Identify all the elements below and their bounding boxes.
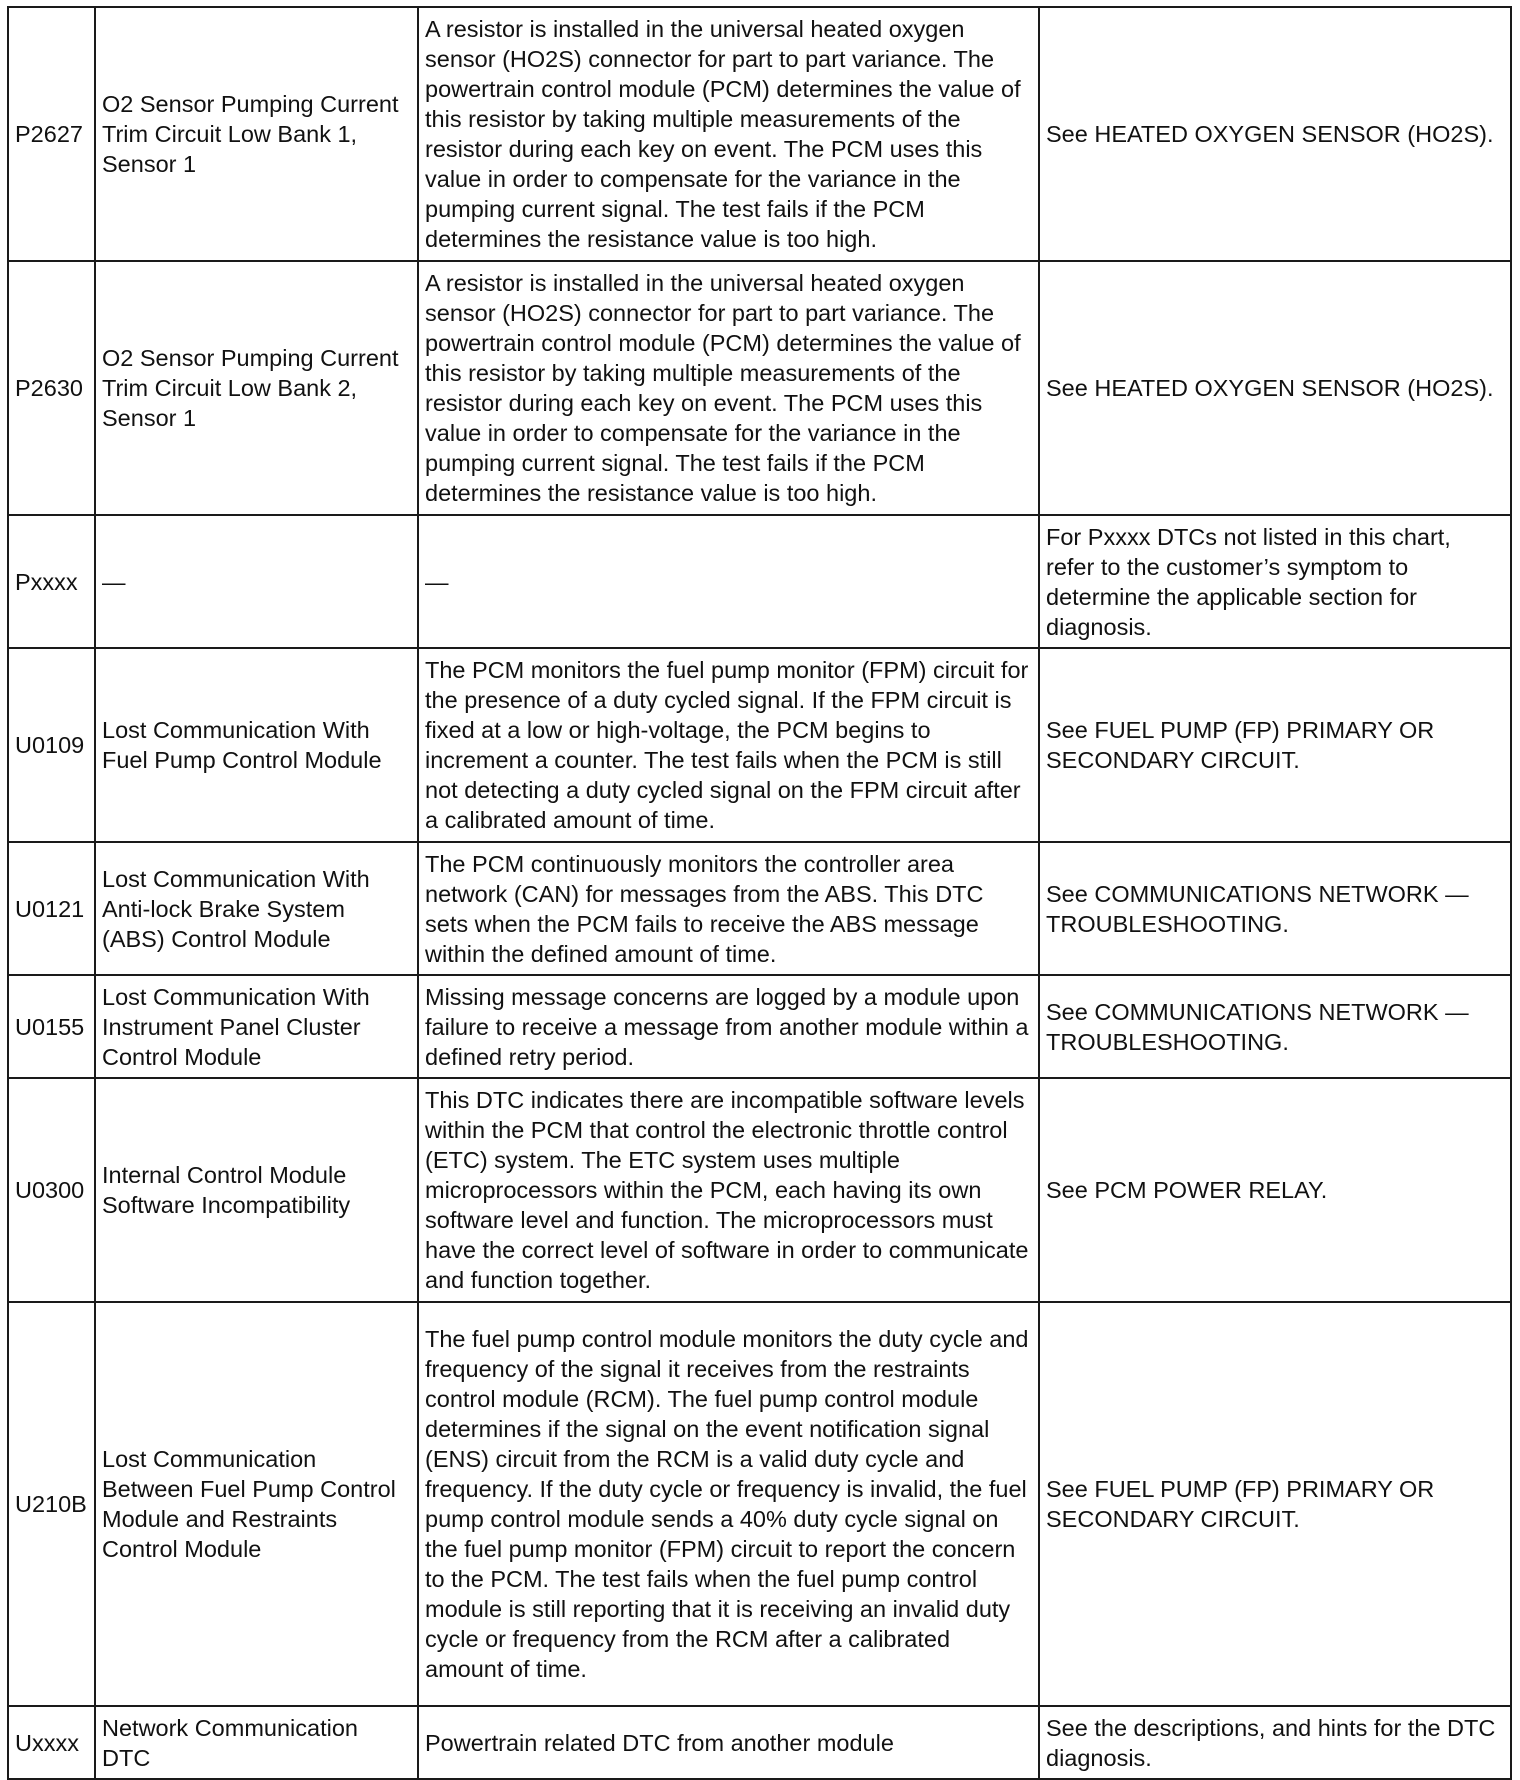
dtc-code-cell: P2627 — [8, 7, 95, 261]
dtc-action-cell: See FUEL PUMP (FP) PRIMARY OR SECONDARY CIRCUIT. — [1039, 1302, 1511, 1706]
dtc-action-cell: See HEATED OXYGEN SENSOR (HO2S). — [1039, 261, 1511, 515]
dtc-description-cell: A resistor is installed in the universal heated oxygen sensor (HO2S) connector for part to part variance. The powertrain control module (PCM) determines the value of this resistor by taking multiple measurements of the resistor during each key on event. The PCM uses this value in order to compensate for the variance in the pumping current signal. The test fails if the PCM determines the resistance value is too high. — [418, 7, 1039, 261]
table-row — [8, 7, 1511, 261]
dtc-description-cell: This DTC indicates there are incompatible software levels within the PCM that control the electronic throttle control (ETC) system. The ETC system uses multiple microprocessors within the PCM, each having its own software level and function. The microprocessors must have the correct level of software in order to communicate and function together. — [418, 1078, 1039, 1302]
dtc-code-cell: U0121 — [8, 842, 95, 975]
dtc-action-cell: See HEATED OXYGEN SENSOR (HO2S). — [1039, 7, 1511, 261]
table-row — [8, 1078, 1511, 1302]
dtc-action-cell: For Pxxxx DTCs not listed in this chart, refer to the customer’s symptom to determine the applicable section for diagnosis. — [1039, 515, 1511, 648]
dtc-name-cell: Lost Communication With Instrument Panel Cluster Control Module — [95, 975, 418, 1078]
table-row — [8, 515, 1511, 648]
dtc-name-cell: Network Communication DTC — [95, 1706, 418, 1779]
dtc-code-cell: P2630 — [8, 261, 95, 515]
dtc-name-cell: Lost Communication With Anti-lock Brake System (ABS) Control Module — [95, 842, 418, 975]
dtc-description-cell: The PCM monitors the fuel pump monitor (FPM) circuit for the presence of a duty cycled signal. If the FPM circuit is fixed at a low or high-voltage, the PCM begins to increment a counter. The test fails when the PCM is still not detecting a duty cycled signal on the FPM circuit after a calibrated amount of time. — [418, 648, 1039, 842]
dtc-table — [7, 6, 1512, 1780]
dtc-action-cell: See COMMUNICATIONS NETWORK — TROUBLESHOOTING. — [1039, 842, 1511, 975]
table-row — [8, 975, 1511, 1078]
dtc-name-cell: Internal Control Module Software Incompatibility — [95, 1078, 418, 1302]
dtc-description-cell: — — [418, 515, 1039, 648]
dtc-name-cell: O2 Sensor Pumping Current Trim Circuit Low Bank 2, Sensor 1 — [95, 261, 418, 515]
table-row — [8, 261, 1511, 515]
dtc-action-cell: See COMMUNICATIONS NETWORK — TROUBLESHOOTING. — [1039, 975, 1511, 1078]
dtc-name-cell: Lost Communication Between Fuel Pump Control Module and Restraints Control Module — [95, 1302, 418, 1706]
dtc-description-cell: The PCM continuously monitors the controller area network (CAN) for messages from the ABS. This DTC sets when the PCM fails to receive the ABS message within the defined amount of time. — [418, 842, 1039, 975]
dtc-description-cell: A resistor is installed in the universal heated oxygen sensor (HO2S) connector for part to part variance. The powertrain control module (PCM) determines the value of this resistor by taking multiple measurements of the resistor during each key on event. The PCM uses this value in order to compensate for the variance in the pumping current signal. The test fails if the PCM determines the resistance value is too high. — [418, 261, 1039, 515]
dtc-description-cell: The fuel pump control module monitors the duty cycle and frequency of the signal it receives from the restraints control module (RCM). The fuel pump control module determines if the signal on the event notification signal (ENS) circuit from the RCM is a valid duty cycle and frequency. If the duty cycle or frequency is invalid, the fuel pump control module sends a 40% duty cycle signal on the fuel pump monitor (FPM) circuit to report the concern to the PCM. The test fails when the fuel pump control module is still reporting that it is receiving an invalid duty cycle or frequency from the RCM after a calibrated amount of time. — [418, 1302, 1039, 1706]
table-row — [8, 648, 1511, 842]
table-row — [8, 842, 1511, 975]
dtc-code-cell: U0300 — [8, 1078, 95, 1302]
dtc-name-cell: O2 Sensor Pumping Current Trim Circuit Low Bank 1, Sensor 1 — [95, 7, 418, 261]
dtc-name-cell: — — [95, 515, 418, 648]
table-row — [8, 1302, 1511, 1706]
table-row — [8, 1706, 1511, 1779]
dtc-action-cell: See the descriptions, and hints for the DTC diagnosis. — [1039, 1706, 1511, 1779]
dtc-action-cell: See FUEL PUMP (FP) PRIMARY OR SECONDARY CIRCUIT. — [1039, 648, 1511, 842]
dtc-description-cell: Missing message concerns are logged by a module upon failure to receive a message from another module within a defined retry period. — [418, 975, 1039, 1078]
dtc-name-cell: Lost Communication With Fuel Pump Control Module — [95, 648, 418, 842]
dtc-description-cell: Powertrain related DTC from another module — [418, 1706, 1039, 1779]
dtc-code-cell: U0155 — [8, 975, 95, 1078]
dtc-code-cell: Pxxxx — [8, 515, 95, 648]
dtc-code-cell: U0109 — [8, 648, 95, 842]
dtc-code-cell: U210B — [8, 1302, 95, 1706]
dtc-action-cell: See PCM POWER RELAY. — [1039, 1078, 1511, 1302]
dtc-code-cell: Uxxxx — [8, 1706, 95, 1779]
